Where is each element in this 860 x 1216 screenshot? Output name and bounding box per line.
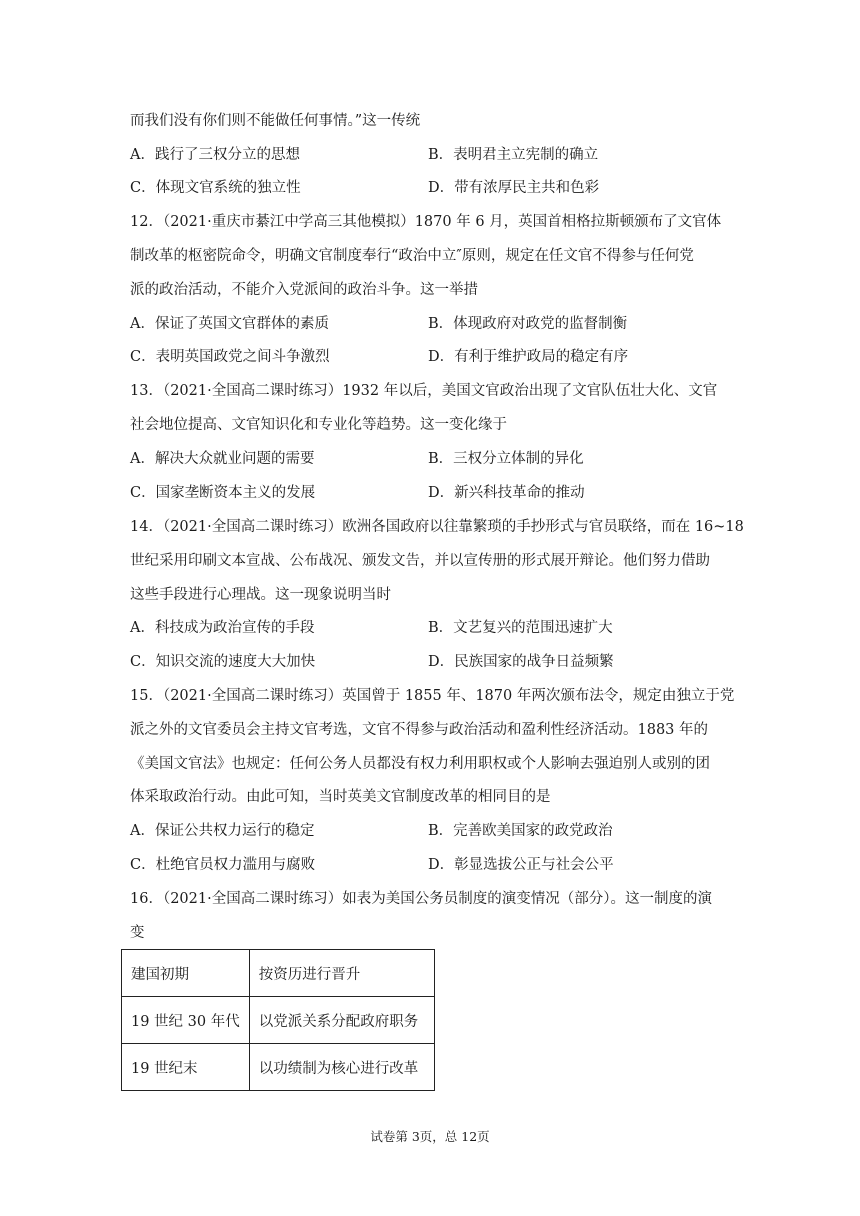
q13-stem-line-2: 社会地位提高、文官知识化和专业化等趋势。这一变化缘于 <box>130 417 507 433</box>
table-row <box>122 1044 435 1091</box>
q12-stem-line-2: 制改革的枢密院命令，明确文官制度奉行“政治中立″原则，规定在任文官不得参与任何党 <box>130 248 694 264</box>
q15-option-b: B．完善欧美国家的政党政治 <box>428 823 613 839</box>
q15-stem-line-4: 体采取政治行动。由此可知，当时英美文官制度改革的相同目的是 <box>130 789 551 805</box>
q14-option-a: A．科技成为政治宣传的手段 <box>130 620 315 636</box>
q12-option-a: A．保证了英国文官群体的素质 <box>130 316 329 332</box>
table-cell-period: 19 世纪末 <box>122 1044 250 1091</box>
table-row <box>122 997 435 1044</box>
q14-option-d: D．民族国家的战争日益频繁 <box>428 654 614 670</box>
q11-option-b: B．表明君主立宪制的确立 <box>428 147 599 163</box>
intro-line: 而我们没有你们则不能做任何事情。”这一传统 <box>130 113 421 129</box>
q11-option-c: C．体现文官系统的独立性 <box>130 180 301 196</box>
q16-table <box>121 949 435 1091</box>
q14-option-b: B．文艺复兴的范围迅速扩大 <box>428 620 613 636</box>
table-cell-period: 建国初期 <box>122 950 250 997</box>
table-cell-practice: 按资历进行晋升 <box>249 950 434 997</box>
q13-option-a: A．解决大众就业问题的需要 <box>130 451 315 467</box>
q15-option-d: D．彰显选拔公正与社会公平 <box>428 857 614 873</box>
table-row <box>122 950 435 997</box>
q14-stem-line-2: 世纪采用印刷文本宣战、公布战况、颁发文告，并以宣传册的形式展开辩论。他们努力借助 <box>130 553 710 569</box>
table-cell-practice: 以党派关系分配政府职务 <box>249 997 434 1044</box>
q13-stem-line-1: 13．（2021·全国高二课时练习）1932 年以后，美国文官政治出现了文官队伍壮大化、文官 <box>130 383 718 399</box>
q13-option-d: D．新兴科技革命的推动 <box>428 485 585 501</box>
q14-stem-line-3: 这些手段进行心理战。这一现象说明当时 <box>130 587 391 603</box>
q12-option-d: D．有利于维护政局的稳定有序 <box>428 349 629 365</box>
table-cell-period: 19 世纪 30 年代 <box>122 997 250 1044</box>
q11-option-d: D．带有浓厚民主共和色彩 <box>428 180 600 196</box>
q13-option-b: B．三权分立体制的异化 <box>428 451 584 467</box>
q16-stem-line-1: 16．（2021·全国高二课时练习）如表为美国公务员制度的演变情况（部分）。这一制度的演 <box>130 891 712 907</box>
q13-option-c: C．国家垄断资本主义的发展 <box>130 485 316 501</box>
q15-option-c: C．杜绝官员权力滥用与腐败 <box>130 857 316 873</box>
page-footer: 试卷第 3页，总 12页 <box>370 1129 490 1144</box>
q15-stem-line-1: 15．（2021·全国高二课时练习）英国曾于 1855 年、1870 年两次颁布法令，规定由独立于党 <box>130 688 735 704</box>
q12-stem-line-1: 12．（2021·重庆市綦江中学高三其他模拟）1870 年 6 月，英国首相格拉斯顿颁布了文官体 <box>130 214 722 230</box>
q15-stem-line-2: 派之外的文官委员会主持文官考选，文官不得参与政治活动和盈利性经济活动。1883 年的 <box>130 722 709 738</box>
q16-stem-line-2: 变 <box>130 925 145 941</box>
q15-stem-line-3: 《美国文官法》也规定：任何公务人员都没有权力利用职权或个人影响去强迫别人或别的团 <box>130 756 710 772</box>
q11-option-a: A．践行了三权分立的思想 <box>130 147 300 163</box>
q12-option-b: B．体现政府对政党的监督制衡 <box>428 316 628 332</box>
q12-option-c: C．表明英国政党之间斗争激烈 <box>130 349 330 365</box>
table-cell-practice: 以功绩制为核心进行改革 <box>249 1044 434 1091</box>
q14-stem-line-1: 14．（2021·全国高二课时练习）欧洲各国政府以往靠繁琐的手抄形式与官员联络，而在 16~18 <box>130 519 744 535</box>
q12-stem-line-3: 派的政治活动，不能介入党派间的政治斗争。这一举措 <box>130 282 478 298</box>
q14-option-c: C．知识交流的速度大大加快 <box>130 654 316 670</box>
q15-option-a: A．保证公共权力运行的稳定 <box>130 823 315 839</box>
